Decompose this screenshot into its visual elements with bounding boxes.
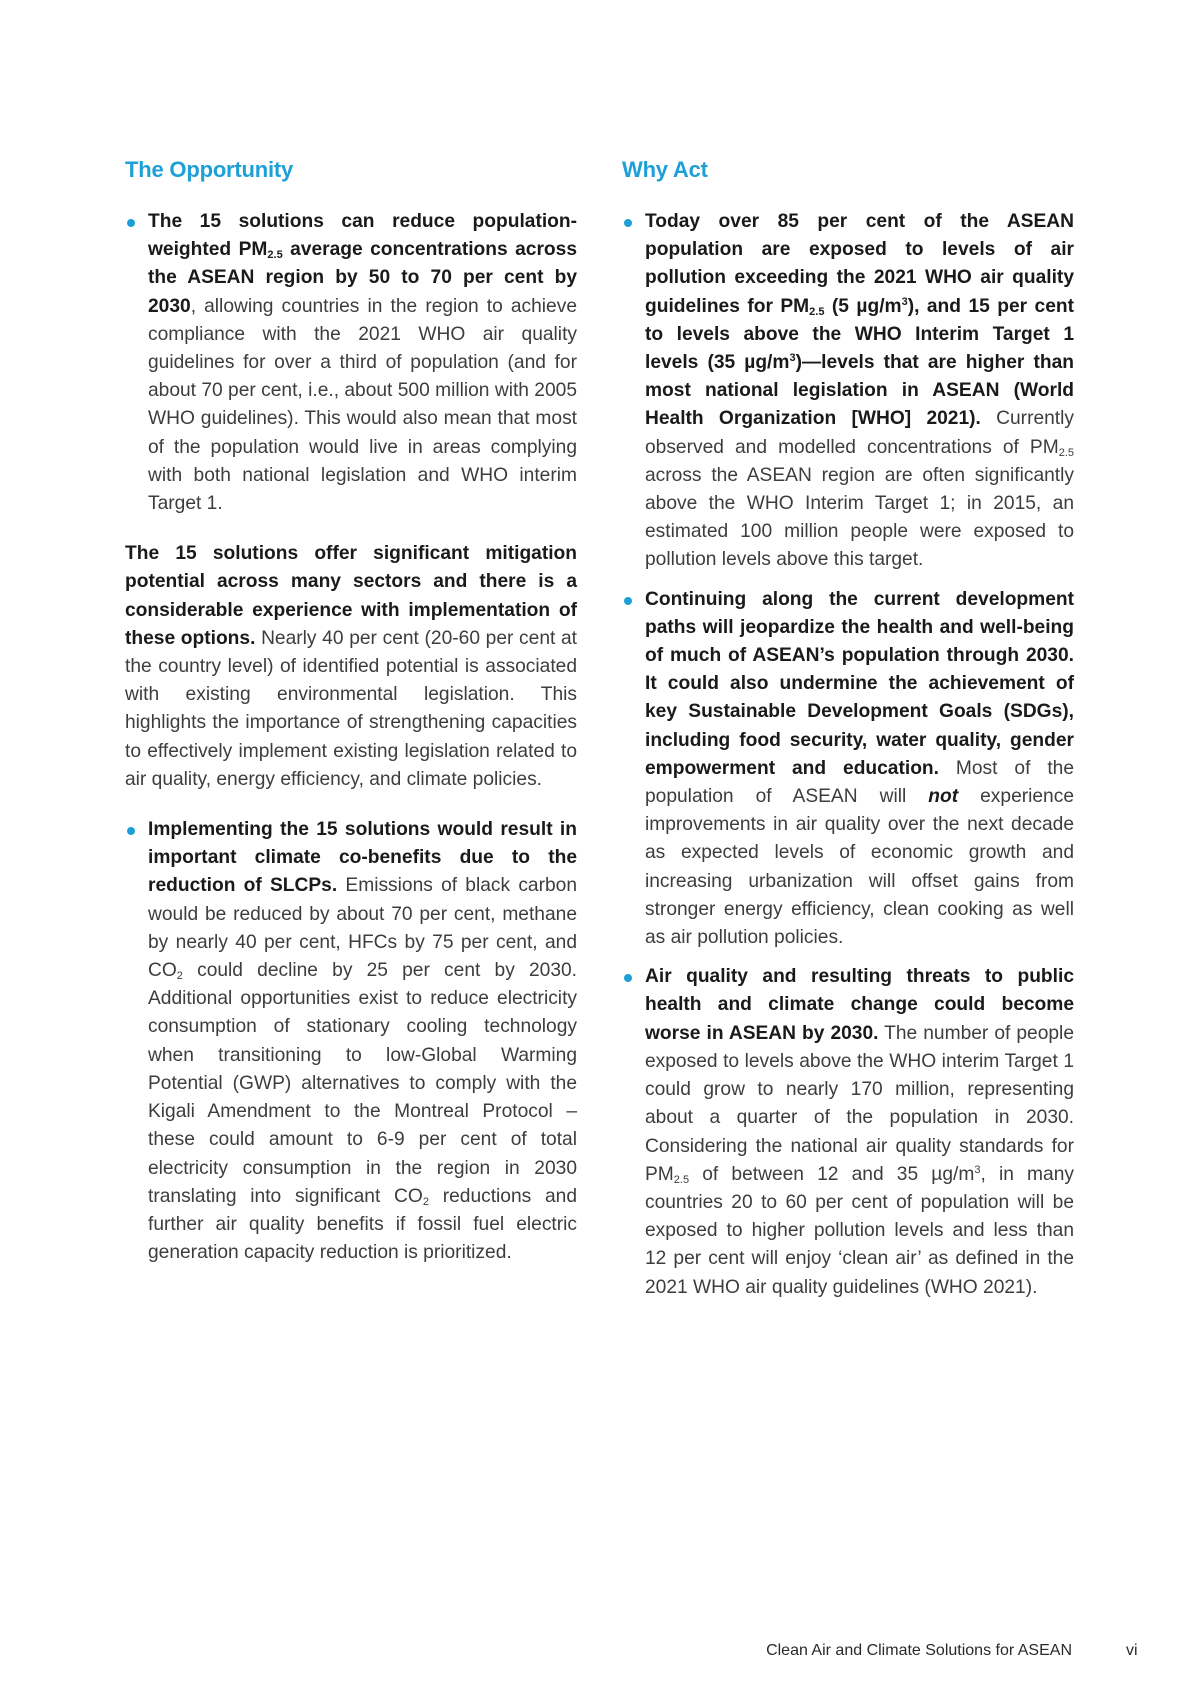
page-number: vi bbox=[1126, 1642, 1138, 1659]
footer-title: Clean Air and Climate Solutions for ASEAN bbox=[766, 1642, 1072, 1659]
opportunity-bullet-3: Implementing the 15 solutions would result in important climate co-benefits due to the reduction of SLCPs. Emissions of black carbon would be reduced by about 70 per cent, methane by nearly 40 per cent, HFCs by 75 per cent, and $CO_2$ could decline by 25 per cent by 2030. Additional opportunities exist to reduce electricity consumption of stationary cooling technology when transitioning to low-Global Warming Potential (GWP) alternatives to comply with the Kigali Amendment to the Montreal Protocol – these could amount to 6-9 per cent of total electricity consumption in the region in 2030 translating into significant $CO_2$ reductions and further air quality benefits if fossil fuel electric generation capacity reduction is prioritized. bbox=[125, 816, 577, 1267]
column-why-act bbox=[622, 154, 1074, 1302]
why-act-bullet-3: Air quality and resulting threats to public health and climate change could become worse in ASEAN by 2030. The number of people exposed to levels above the WHO interim Target 1 could grow to nearly 170 million, representing about a quarter of the population in 2030. Considering the national air quality standards for $PM_{2.5}$ of between 12 and 35 $\mu g/m^3$, in many countries 20 to 60 per cent of population will be exposed to higher pollution levels and less than 12 per cent will enjoy ‘clean air’ as defined in the 2021 WHO air quality guidelines (WHO 2021). bbox=[622, 963, 1074, 1301]
opportunity-paragraph-2: The 15 solutions offer significant mitigation potential across many sectors and there is a considerable experience with implementation of these options. Nearly 40 per cent (20-60 per cent at the country level) of identified potential is associated with existing environmental legislation. This highlights the importance of strengthening capacities to effectively implement existing legislation related to air quality, energy efficiency, and climate policies. bbox=[125, 543, 577, 790]
section-heading-why-act: Why Act bbox=[622, 157, 708, 182]
opportunity-bullet-1: The 15 solutions can reduce population-weighted $PM_{2.5}$ average concentrations across the ASEAN region by 50 to 70 per cent by 2030, allowing countries in the region to achieve compliance with the 2021 WHO air quality guidelines for over a third of population (and for about 70 per cent, i.e., about 500 million with 2005 WHO guidelines). This would also mean that most of the population would live in areas complying with both national legislation and WHO interim Target 1. bbox=[125, 208, 577, 518]
section-heading-opportunity: The Opportunity bbox=[125, 157, 294, 182]
why-act-bullet-2: Continuing along the current development paths will jeopardize the health and well-being of much of ASEAN’s population through 2030. It could also undermine the achievement of key Sustainable Development Goals (SDGs), including food security, water quality, gender empowerment and education. Most of the population of ASEAN will not experience improvements in air quality over the next decade as expected levels of economic growth and increasing urbanization will offset gains from stronger energy efficiency, clean cooking as well as air pollution policies. bbox=[622, 586, 1074, 953]
column-opportunity bbox=[125, 154, 577, 1267]
why-act-bullet-1: Today over 85 per cent of the ASEAN population are exposed to levels of air pollution exceeding the 2021 WHO air quality guidelines for $PM_{2.5}$ (5 $\mu g/m^3$), and 15 per cent to levels above the WHO Interim Target 1 levels (35 $\mu g/m^3)—levels$ that are higher than most national legislation in ASEAN (World Health Organization [WHO] 2021). Currently observed and modelled concentrations of $PM_{2.5}$ across the ASEAN region are often significantly above the WHO Interim Target 1; in 2015, an estimated 100 million people were exposed to pollution levels above this target. bbox=[622, 208, 1074, 575]
